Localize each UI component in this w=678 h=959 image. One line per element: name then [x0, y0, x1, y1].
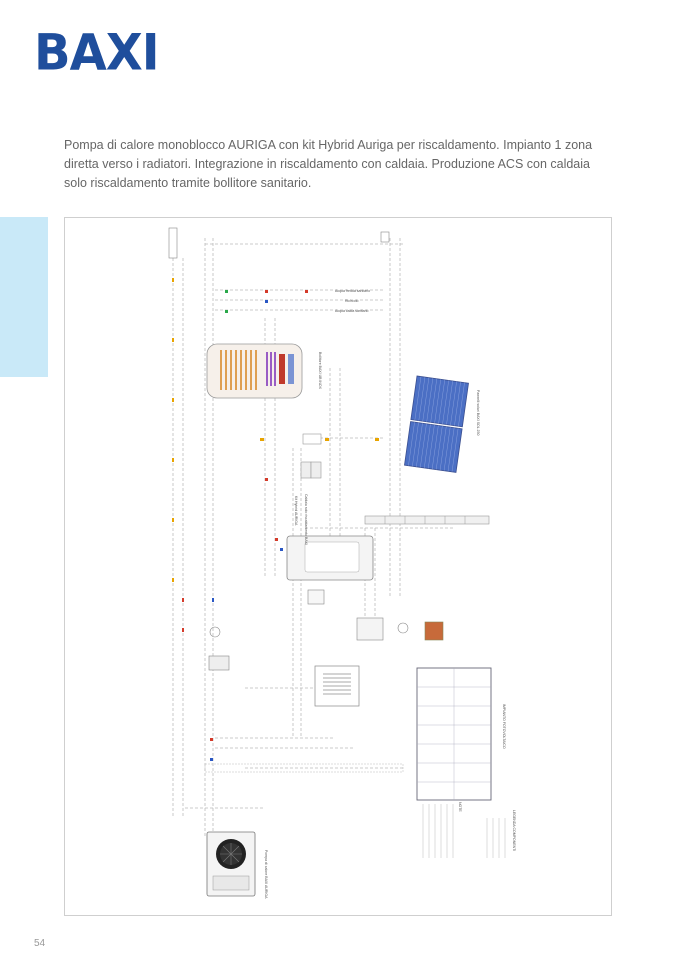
legend-title: LEGENDA COMPONENTI — [512, 810, 516, 852]
caldaia-label: Caldaia solo riscaldamento BAXI — [304, 494, 308, 545]
pump — [210, 627, 220, 637]
legend-lines — [487, 818, 505, 858]
legend-tag — [169, 228, 177, 258]
heat-pump-unit — [207, 832, 255, 896]
meter — [398, 623, 408, 633]
baxi-logo: BAXI — [34, 23, 159, 83]
heat-pump-label: Pompa di calore BAXI AURIGA — [264, 850, 268, 899]
hydraulic-schematic — [65, 218, 613, 917]
photovoltaic-label: IMPIANTO FOTOVOLTAICO — [502, 704, 506, 749]
flue-pipe — [365, 516, 489, 524]
caldaia-unit — [287, 536, 373, 580]
system-diagram — [64, 217, 612, 916]
page-description: Pompa di calore monoblocco AURIGA con kit Hybrid Auriga per riscaldamento. Impianto 1 zona diretta verso i radiatori. Integrazione in riscaldamento con caldaia. Produzione ACS con caldaia solo riscaldamento tramite bollitore sanitario. — [64, 138, 593, 190]
kit-hybrid-label: Kit Hybrid AURIGA — [294, 496, 298, 526]
note-title: NOTE — [458, 802, 462, 812]
expansion-vessel — [301, 462, 311, 478]
boiler-tank — [207, 344, 302, 398]
page-number: 54 — [34, 938, 46, 949]
boiler-tank-label: Bollitore BAXI UB INOX — [318, 352, 322, 389]
control-panel — [357, 618, 383, 640]
thermostat — [308, 590, 324, 604]
solar-panel-label: Pannelli solari BAXI SOL 250 — [476, 390, 480, 436]
inverter — [425, 622, 443, 640]
solar-station — [303, 434, 321, 444]
water-in-label: Acqua fredda sanitario — [335, 289, 371, 293]
side-tab — [0, 217, 48, 377]
hydraulic-separator — [209, 656, 229, 670]
solar-panels — [404, 376, 468, 472]
note-lines — [423, 804, 453, 858]
floor-line — [205, 764, 403, 772]
valve-symbol — [381, 232, 389, 242]
photovoltaic-array — [417, 668, 491, 800]
recirc-label: Ricircolo — [345, 299, 359, 303]
water-out-label: Acqua calda sanitario — [335, 309, 369, 313]
expansion-vessel-2 — [311, 462, 321, 478]
